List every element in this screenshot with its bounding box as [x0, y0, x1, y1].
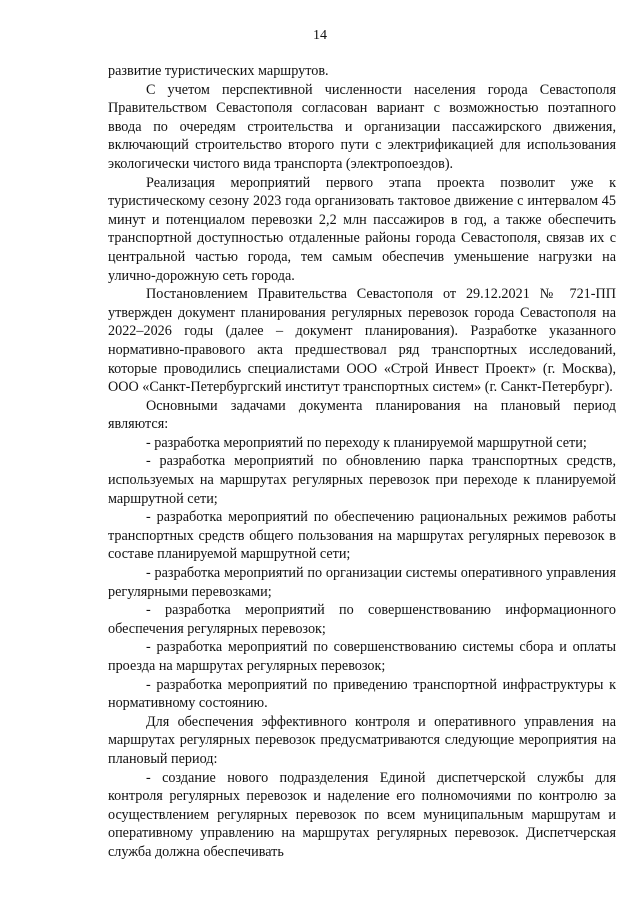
list-item-task: - разработка мероприятий по обеспечению рациональных режимов работы транспортных средств общего пользования на маршрутах регулярных перевозок в составе планируемой маршрутной сети;	[108, 509, 616, 563]
paragraph-control-measures: Для обеспечения эффективного контроля и оперативного управления на маршрутах регулярных перевозок предусматриваются следующие мероприятия на плановый период:	[108, 713, 616, 767]
list-item-task: - разработка мероприятий по совершенствованию системы сбора и оплаты проезда на маршрутах регулярных перевозок;	[108, 639, 616, 674]
paragraph-sevastopol-population: С учетом перспективной численности населения города Севастополя Правительством Севастополя согласован вариант с возможностью поэтапного ввода по очередям строительства и организации пассажирского движения, включающий строительство второго пути с электрификацией для использования экологически чистого вида транспорта (электропоездов).	[108, 81, 616, 172]
document-body	[108, 62, 616, 862]
list-item-task: - разработка мероприятий по обновлению парка транспортных средств, используемых на маршрутах регулярных перевозок при переходе к планируемой маршрутной сети;	[108, 453, 616, 507]
list-item-task: - разработка мероприятий по совершенствованию информационного обеспечения регулярных перевозок;	[108, 602, 616, 637]
list-item-task: - разработка мероприятий по организации системы оперативного управления регулярными перевозками;	[108, 565, 616, 600]
list-item-task: - разработка мероприятий по переходу к планируемой маршрутной сети;	[146, 434, 587, 451]
paragraph-resolution: Постановлением Правительства Севастополя от 29.12.2021 № 721-ПП утвержден документ планирования регулярных перевозок города Севастополя на 2022–2026 годы (далее – документ планирования). Разработке указанного нормативно-правового акта предшествовал ряд транспортных исследований, которые проводились специалистами ООО «Строй Инвест Проект» (г. Москва), ООО «Санкт-Петербургский институт транспортных систем» (г. Санкт-Петербург).	[108, 286, 616, 396]
page-number: 14	[313, 28, 327, 43]
paragraph-first-stage: Реализация мероприятий первого этапа проекта позволит уже к туристическому сезону 2023 года организовать тактовое движение с интервалом 45 минут и потенциалом перевозки 2,2 млн пассажиров в год, а также обеспечить транспортной доступностью отдаленные районы города Севастополя, связав их с центральной частью города, тем самым обеспечив уменьшение нагрузки на улично-дорожную сеть города.	[108, 174, 616, 284]
paragraph-continuation: развитие туристических маршрутов.	[108, 63, 329, 79]
list-item-task: - разработка мероприятий по приведению транспортной инфраструктуры к нормативному состоянию.	[108, 676, 616, 712]
list-item-measure: - создание нового подразделения Единой диспетчерской службы для контроля регулярных перевозок и наделение его полномочиями по контролю за осуществлением регулярных перевозок по всем муниципальным маршрутам и оперативному управлению на маршрутах регулярных перевозок. Диспетчерская служба должна обеспечивать	[108, 769, 616, 860]
paragraph-main-tasks: Основными задачами документа планирования на плановый период являются:	[108, 397, 616, 433]
